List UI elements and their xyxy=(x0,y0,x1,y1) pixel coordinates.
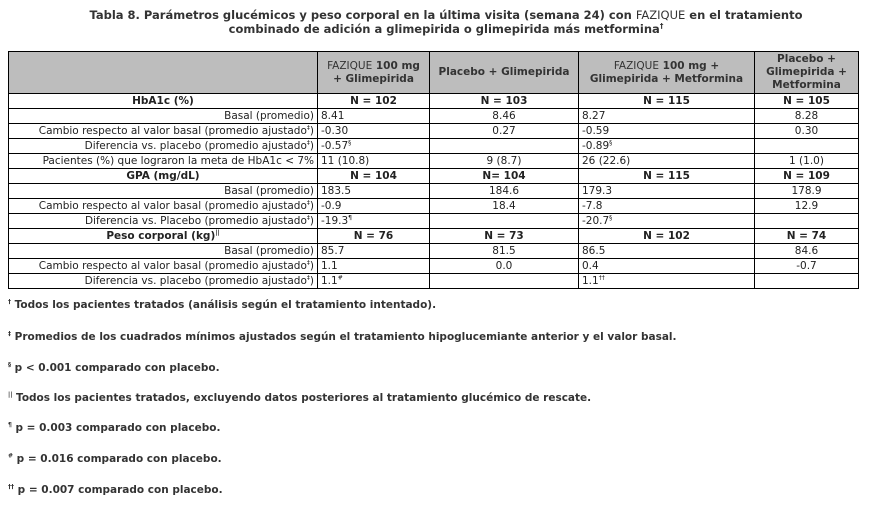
value-text: 0.30 xyxy=(794,125,819,137)
value-cell xyxy=(579,109,755,124)
value-cell xyxy=(318,214,430,229)
value-text: 8.27 xyxy=(582,110,606,122)
value-text: 12.9 xyxy=(794,200,819,212)
section-label-text: GPA (mg/dL) xyxy=(126,170,200,182)
value-text: -19.3 xyxy=(321,215,349,227)
value-text: 8.46 xyxy=(492,110,516,122)
table-title xyxy=(0,8,892,36)
value-text: 184.6 xyxy=(488,185,520,197)
value-text: -20.7 xyxy=(582,215,610,227)
title-line-1: Tabla 8. Parámetros glucémicos y peso corporal en la última visita (semana 24) con FAZIQUE en el tratamiento xyxy=(89,8,803,22)
sample-size-cell: N = 102 xyxy=(318,94,430,109)
footnote-mark: ‡ xyxy=(306,259,310,267)
header-fazique-glimepirida: FAZIQUE 100 mg + Glimepirida xyxy=(318,52,430,94)
footnote xyxy=(8,453,222,465)
footnote xyxy=(8,484,223,496)
value-cell xyxy=(579,274,755,289)
value-cell xyxy=(430,154,579,169)
value-cell xyxy=(318,109,430,124)
footnote-text: p < 0.001 comparado con placebo. xyxy=(11,362,220,374)
sample-size-cell: N = 115 xyxy=(579,94,755,109)
section-label xyxy=(9,229,318,244)
value-text: 85.7 xyxy=(321,245,345,257)
footnote-text: Todos los pacientes tratados, excluyendo datos posteriores al tratamiento glucémico de rescate. xyxy=(12,392,592,404)
results-table xyxy=(8,51,859,289)
footnote xyxy=(8,362,220,374)
footnote-mark: ‡ xyxy=(306,274,310,282)
table-row xyxy=(9,109,859,124)
value-cell xyxy=(755,139,859,154)
footnote-mark: ‡ xyxy=(306,124,310,132)
value-text: -0.9 xyxy=(321,200,342,212)
value-cell xyxy=(430,184,579,199)
value-text: -0.30 xyxy=(321,125,349,137)
value-cell xyxy=(318,124,430,139)
row-label: Diferencia vs. placebo (promedio ajustado‡) xyxy=(9,274,318,289)
value-cell xyxy=(755,109,859,124)
sample-size-cell: N = 103 xyxy=(430,94,579,109)
sample-size-cell: N = 104 xyxy=(318,169,430,184)
table-row xyxy=(9,214,859,229)
row-label-text: Basal (promedio) xyxy=(224,110,314,122)
table-body xyxy=(9,94,859,289)
row-label-text: Diferencia vs. placebo (promedio ajustado xyxy=(84,275,307,287)
footnote-mark: †† xyxy=(8,483,14,491)
header-fazique-glimepirida-metformina: FAZIQUE 100 mg + Glimepirida + Metformina xyxy=(579,52,755,94)
value-cell xyxy=(755,244,859,259)
value-cell xyxy=(579,124,755,139)
footnote xyxy=(8,299,436,311)
value-text: 8.41 xyxy=(321,110,345,122)
value-text: 9 (8.7) xyxy=(486,155,522,167)
value-cell xyxy=(579,139,755,154)
value-text: 1.1 xyxy=(321,275,338,287)
section-label xyxy=(9,169,318,184)
value-cell xyxy=(755,259,859,274)
sample-size-cell: N = 105 xyxy=(755,94,859,109)
section-header-row xyxy=(9,169,859,184)
value-text: 86.5 xyxy=(582,245,606,257)
value-text: -0.57 xyxy=(321,140,349,152)
value-cell xyxy=(579,184,755,199)
value-text: 18.4 xyxy=(492,200,516,212)
footnote-mark: ‡ xyxy=(306,199,310,207)
value-cell xyxy=(430,259,579,274)
footnote-mark: ¶ xyxy=(348,214,352,222)
value-cell xyxy=(430,214,579,229)
table-row xyxy=(9,244,859,259)
header-placebo-glimepirida: Placebo + Glimepirida xyxy=(430,52,579,94)
footnote-mark: § xyxy=(609,214,613,222)
row-label xyxy=(9,184,318,199)
value-cell xyxy=(318,259,430,274)
row-label: Cambio respecto al valor basal (promedio ajustado‡) xyxy=(9,259,318,274)
footnote-text: Todos los pacientes tratados (análisis según el tratamiento intentado). xyxy=(11,299,437,311)
value-cell xyxy=(755,214,859,229)
value-cell xyxy=(579,199,755,214)
sample-size-cell: N = 76 xyxy=(318,229,430,244)
row-label: Cambio respecto al valor basal (promedio ajustado‡) xyxy=(9,199,318,214)
footnote-mark: § xyxy=(8,361,11,369)
sample-size-cell: N= 104 xyxy=(430,169,579,184)
footnote-mark: ‡ xyxy=(8,330,11,338)
footnote-mark: # xyxy=(337,274,343,282)
row-label-text: Pacientes (%) que lograron la meta de HbA1c < 7% xyxy=(42,155,314,167)
value-text: -0.59 xyxy=(582,125,610,137)
table-row xyxy=(9,124,859,139)
footnote-mark: § xyxy=(348,139,352,147)
value-cell xyxy=(579,259,755,274)
footnote-mark: ¶ xyxy=(8,421,12,429)
section-label-text: HbA1c (%) xyxy=(132,95,194,107)
value-text: 81.5 xyxy=(492,245,516,257)
table-row xyxy=(9,259,859,274)
value-text: 178.9 xyxy=(791,185,822,197)
value-cell xyxy=(430,124,579,139)
value-cell xyxy=(318,154,430,169)
footnote-text: p = 0.003 comparado con placebo. xyxy=(11,422,221,434)
value-cell xyxy=(430,109,579,124)
row-label xyxy=(9,109,318,124)
row-label-text: Cambio respecto al valor basal (promedio ajustado xyxy=(38,125,307,137)
value-text: 84.6 xyxy=(794,245,819,257)
value-cell xyxy=(755,184,859,199)
value-cell xyxy=(755,124,859,139)
brand-name: FAZIQUE xyxy=(635,8,686,22)
row-label: Diferencia vs. placebo (promedio ajustado‡) xyxy=(9,139,318,154)
value-cell xyxy=(755,199,859,214)
value-text: 8.28 xyxy=(794,110,819,122)
value-cell xyxy=(579,214,755,229)
value-text: 0.4 xyxy=(582,260,599,272)
footnote-mark: ‡ xyxy=(306,214,310,222)
footnote-text: p = 0.007 comparado con placebo. xyxy=(14,484,223,496)
header-empty xyxy=(9,52,318,94)
row-label: Diferencia vs. Placebo (promedio ajustado‡) xyxy=(9,214,318,229)
value-cell xyxy=(318,139,430,154)
footnote-text: p = 0.016 comparado con placebo. xyxy=(13,453,222,465)
value-text: -0.89 xyxy=(582,140,610,152)
footnote-mark: # xyxy=(8,452,14,460)
value-text: 179.3 xyxy=(582,185,613,197)
sample-size-cell: N = 115 xyxy=(579,169,755,184)
value-text: 1 (1.0) xyxy=(789,155,824,167)
sample-size-cell: N = 74 xyxy=(755,229,859,244)
value-cell xyxy=(430,274,579,289)
value-text: -7.8 xyxy=(582,200,603,212)
footnote-mark: †† xyxy=(598,274,605,282)
row-label-text: Cambio respecto al valor basal (promedio ajustado xyxy=(38,200,307,212)
section-header-row xyxy=(9,94,859,109)
value-text: 183.5 xyxy=(321,185,352,197)
header-row xyxy=(9,52,859,94)
value-cell xyxy=(318,184,430,199)
table-row xyxy=(9,139,859,154)
value-cell xyxy=(318,274,430,289)
footnote xyxy=(8,331,677,343)
value-cell xyxy=(579,244,755,259)
value-cell xyxy=(318,199,430,214)
value-text: -0.7 xyxy=(796,260,817,272)
table-row xyxy=(9,154,859,169)
row-label xyxy=(9,244,318,259)
section-label-text: Peso corporal (kg) xyxy=(106,230,216,242)
row-label-text: Diferencia vs. placebo (promedio ajustado xyxy=(84,140,307,152)
value-text: 1.1 xyxy=(582,275,599,287)
section-header-row xyxy=(9,229,859,244)
sample-size-cell: N = 109 xyxy=(755,169,859,184)
value-cell xyxy=(755,154,859,169)
footnote xyxy=(8,422,220,434)
footnote-mark: || xyxy=(215,229,220,237)
value-cell xyxy=(755,274,859,289)
row-label-text: Diferencia vs. Placebo (promedio ajustado xyxy=(84,215,307,227)
value-cell xyxy=(579,154,755,169)
title-line-2: combinado de adición a glimepirida o glimepirida más metformina† xyxy=(228,22,664,36)
value-cell xyxy=(430,199,579,214)
value-text: 0.0 xyxy=(495,260,513,272)
footnote-mark: † xyxy=(8,298,11,306)
footnote-mark: § xyxy=(609,139,613,147)
value-cell xyxy=(430,244,579,259)
row-label-text: Basal (promedio) xyxy=(224,245,314,257)
sample-size-cell: N = 73 xyxy=(430,229,579,244)
value-cell xyxy=(430,139,579,154)
value-text: 26 (22.6) xyxy=(582,155,631,167)
header-placebo-glimepirida-metformina: Placebo + Glimepirida + Metformina xyxy=(755,52,859,94)
table-row xyxy=(9,274,859,289)
row-label xyxy=(9,154,318,169)
value-text: 11 (10.8) xyxy=(321,155,370,167)
row-label: Cambio respecto al valor basal (promedio ajustado‡) xyxy=(9,124,318,139)
footnote-mark: ‡ xyxy=(306,139,310,147)
footnote xyxy=(8,392,591,404)
footnote-mark: || xyxy=(8,391,13,399)
row-label-text: Cambio respecto al valor basal (promedio ajustado xyxy=(38,260,307,272)
sample-size-cell: N = 102 xyxy=(579,229,755,244)
table-row xyxy=(9,199,859,214)
footnote-text: Promedios de los cuadrados mínimos ajustados según el tratamiento hipoglucemiante anterior y el valor basal. xyxy=(11,331,677,343)
section-label xyxy=(9,94,318,109)
value-text: 1.1 xyxy=(321,260,338,272)
row-label-text: Basal (promedio) xyxy=(224,185,314,197)
value-text: 0.27 xyxy=(492,125,516,137)
value-cell xyxy=(318,244,430,259)
table-row xyxy=(9,184,859,199)
